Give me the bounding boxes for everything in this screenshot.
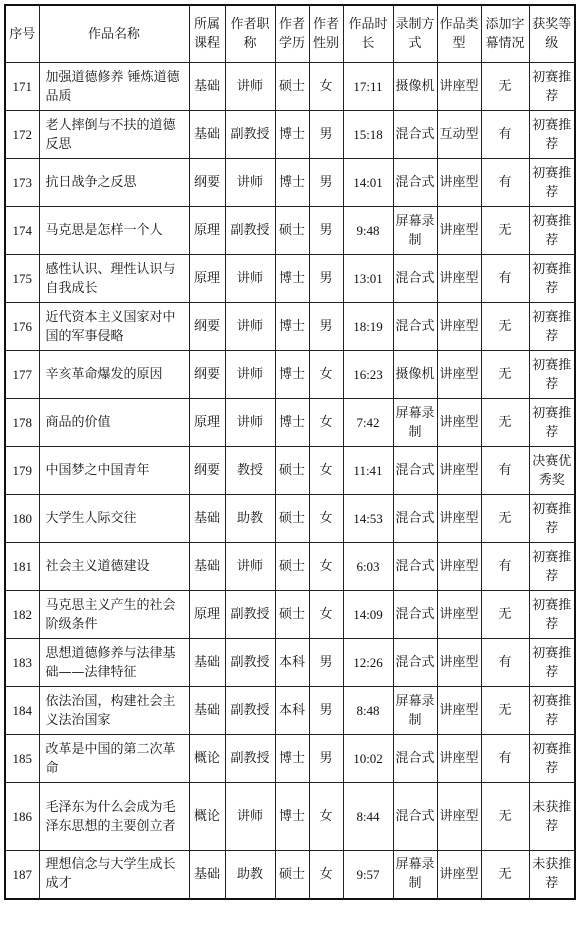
cell-course: 基础 (189, 495, 225, 543)
cell-recording: 混合式 (393, 783, 437, 851)
header-degree: 作者学历 (275, 5, 309, 63)
cell-type: 讲座型 (437, 851, 481, 899)
cell-award: 初赛推荐 (529, 543, 575, 591)
cell-type: 讲座型 (437, 159, 481, 207)
cell-duration: 16:23 (343, 351, 393, 399)
header-gender: 作者性别 (309, 5, 343, 63)
cell-recording: 混合式 (393, 735, 437, 783)
cell-gender: 男 (309, 255, 343, 303)
cell-course: 基础 (189, 851, 225, 899)
cell-subtitle: 无 (481, 495, 529, 543)
cell-rank: 副教授 (225, 639, 275, 687)
cell-duration: 10:02 (343, 735, 393, 783)
cell-no: 171 (5, 63, 39, 111)
cell-gender: 男 (309, 111, 343, 159)
cell-title: 依法治国，构建社会主义法治国家 (39, 687, 189, 735)
cell-duration: 13:01 (343, 255, 393, 303)
cell-gender: 女 (309, 783, 343, 851)
cell-no: 182 (5, 591, 39, 639)
cell-subtitle: 有 (481, 639, 529, 687)
table-row (5, 159, 575, 207)
cell-course: 基础 (189, 111, 225, 159)
cell-award: 初赛推荐 (529, 111, 575, 159)
table-row (5, 351, 575, 399)
cell-degree: 硕士 (275, 447, 309, 495)
table-body (5, 63, 575, 899)
table-row (5, 783, 575, 851)
cell-duration: 7:42 (343, 399, 393, 447)
cell-gender: 男 (309, 639, 343, 687)
cell-gender: 女 (309, 63, 343, 111)
cell-no: 176 (5, 303, 39, 351)
cell-subtitle: 无 (481, 303, 529, 351)
cell-degree: 硕士 (275, 63, 309, 111)
table-row (5, 639, 575, 687)
header-rank: 作者职称 (225, 5, 275, 63)
cell-degree: 硕士 (275, 591, 309, 639)
header-type: 作品类型 (437, 5, 481, 63)
cell-title: 感性认识、理性认识与自我成长 (39, 255, 189, 303)
cell-recording: 混合式 (393, 495, 437, 543)
cell-type: 讲座型 (437, 495, 481, 543)
cell-recording: 混合式 (393, 447, 437, 495)
cell-course: 基础 (189, 63, 225, 111)
cell-subtitle: 无 (481, 399, 529, 447)
cell-duration: 15:18 (343, 111, 393, 159)
cell-duration: 17:11 (343, 63, 393, 111)
cell-type: 讲座型 (437, 447, 481, 495)
cell-award: 初赛推荐 (529, 63, 575, 111)
table-row (5, 255, 575, 303)
cell-no: 186 (5, 783, 39, 851)
cell-recording: 摄像机 (393, 63, 437, 111)
cell-type: 讲座型 (437, 783, 481, 851)
cell-title: 思想道德修养与法律基础——法律特征 (39, 639, 189, 687)
table-row (5, 543, 575, 591)
cell-subtitle: 无 (481, 351, 529, 399)
cell-type: 讲座型 (437, 639, 481, 687)
cell-degree: 博士 (275, 159, 309, 207)
cell-title: 近代资本主义国家对中国的军事侵略 (39, 303, 189, 351)
cell-duration: 14:09 (343, 591, 393, 639)
cell-degree: 硕士 (275, 495, 309, 543)
cell-no: 184 (5, 687, 39, 735)
table-row (5, 591, 575, 639)
cell-degree: 博士 (275, 255, 309, 303)
cell-rank: 助教 (225, 495, 275, 543)
cell-subtitle: 有 (481, 543, 529, 591)
cell-rank: 讲师 (225, 399, 275, 447)
table-header-row (5, 5, 575, 63)
cell-no: 187 (5, 851, 39, 899)
cell-subtitle: 有 (481, 255, 529, 303)
cell-rank: 副教授 (225, 687, 275, 735)
cell-recording: 屏幕录制 (393, 687, 437, 735)
cell-degree: 博士 (275, 303, 309, 351)
cell-type: 讲座型 (437, 399, 481, 447)
cell-no: 179 (5, 447, 39, 495)
cell-type: 讲座型 (437, 687, 481, 735)
cell-no: 178 (5, 399, 39, 447)
cell-duration: 8:48 (343, 687, 393, 735)
cell-gender: 男 (309, 735, 343, 783)
cell-title: 改革是中国的第二次革命 (39, 735, 189, 783)
cell-no: 180 (5, 495, 39, 543)
cell-no: 183 (5, 639, 39, 687)
cell-title: 老人摔倒与不扶的道德反思 (39, 111, 189, 159)
cell-gender: 女 (309, 447, 343, 495)
cell-gender: 男 (309, 303, 343, 351)
cell-rank: 副教授 (225, 111, 275, 159)
cell-gender: 女 (309, 543, 343, 591)
header-no: 序号 (5, 5, 39, 63)
table-row (5, 735, 575, 783)
cell-type: 讲座型 (437, 303, 481, 351)
cell-degree: 硕士 (275, 207, 309, 255)
header-award: 获奖等级 (529, 5, 575, 63)
cell-award: 初赛推荐 (529, 159, 575, 207)
cell-no: 172 (5, 111, 39, 159)
cell-award: 初赛推荐 (529, 207, 575, 255)
cell-recording: 混合式 (393, 543, 437, 591)
cell-title: 大学生人际交往 (39, 495, 189, 543)
cell-degree: 博士 (275, 399, 309, 447)
cell-degree: 博士 (275, 111, 309, 159)
cell-duration: 9:57 (343, 851, 393, 899)
cell-recording: 屏幕录制 (393, 399, 437, 447)
cell-gender: 女 (309, 591, 343, 639)
cell-title: 中国梦之中国青年 (39, 447, 189, 495)
cell-duration: 14:53 (343, 495, 393, 543)
cell-type: 讲座型 (437, 351, 481, 399)
cell-subtitle: 无 (481, 783, 529, 851)
cell-recording: 混合式 (393, 303, 437, 351)
cell-subtitle: 无 (481, 63, 529, 111)
cell-gender: 男 (309, 159, 343, 207)
cell-course: 概论 (189, 783, 225, 851)
cell-award: 初赛推荐 (529, 351, 575, 399)
cell-type: 讲座型 (437, 591, 481, 639)
cell-award: 未获推荐 (529, 783, 575, 851)
cell-degree: 博士 (275, 351, 309, 399)
cell-subtitle: 有 (481, 111, 529, 159)
cell-type: 讲座型 (437, 735, 481, 783)
cell-award: 初赛推荐 (529, 735, 575, 783)
header-subtitle: 添加字幕情况 (481, 5, 529, 63)
cell-course: 纲要 (189, 447, 225, 495)
cell-gender: 女 (309, 851, 343, 899)
cell-subtitle: 有 (481, 447, 529, 495)
cell-course: 纲要 (189, 351, 225, 399)
cell-recording: 混合式 (393, 111, 437, 159)
cell-award: 未获推荐 (529, 851, 575, 899)
cell-duration: 18:19 (343, 303, 393, 351)
cell-no: 177 (5, 351, 39, 399)
cell-duration: 9:48 (343, 207, 393, 255)
cell-no: 185 (5, 735, 39, 783)
table-row (5, 495, 575, 543)
cell-no: 181 (5, 543, 39, 591)
cell-subtitle: 有 (481, 735, 529, 783)
cell-degree: 博士 (275, 783, 309, 851)
cell-course: 基础 (189, 639, 225, 687)
cell-title: 辛亥革命爆发的原因 (39, 351, 189, 399)
table-row (5, 447, 575, 495)
cell-recording: 混合式 (393, 159, 437, 207)
cell-rank: 讲师 (225, 63, 275, 111)
cell-duration: 12:26 (343, 639, 393, 687)
cell-rank: 副教授 (225, 591, 275, 639)
cell-rank: 讲师 (225, 303, 275, 351)
cell-title: 社会主义道德建设 (39, 543, 189, 591)
cell-rank: 讲师 (225, 543, 275, 591)
cell-duration: 14:01 (343, 159, 393, 207)
cell-award: 初赛推荐 (529, 303, 575, 351)
cell-course: 基础 (189, 543, 225, 591)
table-row (5, 303, 575, 351)
cell-title: 加强道德修养 锤炼道德品质 (39, 63, 189, 111)
cell-type: 讲座型 (437, 543, 481, 591)
cell-title: 商品的价值 (39, 399, 189, 447)
cell-course: 原理 (189, 207, 225, 255)
works-table (4, 4, 576, 900)
cell-degree: 硕士 (275, 543, 309, 591)
cell-type: 讲座型 (437, 207, 481, 255)
cell-award: 初赛推荐 (529, 495, 575, 543)
cell-no: 173 (5, 159, 39, 207)
cell-degree: 博士 (275, 735, 309, 783)
cell-type: 互动型 (437, 111, 481, 159)
header-duration: 作品时长 (343, 5, 393, 63)
cell-subtitle: 无 (481, 851, 529, 899)
cell-duration: 6:03 (343, 543, 393, 591)
cell-degree: 硕士 (275, 851, 309, 899)
cell-subtitle: 无 (481, 591, 529, 639)
cell-course: 原理 (189, 399, 225, 447)
cell-award: 初赛推荐 (529, 255, 575, 303)
cell-type: 讲座型 (437, 255, 481, 303)
cell-rank: 讲师 (225, 159, 275, 207)
cell-course: 纲要 (189, 303, 225, 351)
cell-subtitle: 无 (481, 207, 529, 255)
cell-gender: 女 (309, 399, 343, 447)
cell-rank: 副教授 (225, 735, 275, 783)
cell-rank: 助教 (225, 851, 275, 899)
header-recording: 录制方式 (393, 5, 437, 63)
cell-title: 毛泽东为什么会成为毛泽东思想的主要创立者 (39, 783, 189, 851)
cell-degree: 本科 (275, 639, 309, 687)
table-row (5, 207, 575, 255)
cell-award: 初赛推荐 (529, 591, 575, 639)
cell-award: 初赛推荐 (529, 639, 575, 687)
works-table-container (4, 4, 576, 900)
cell-course: 概论 (189, 735, 225, 783)
cell-course: 原理 (189, 255, 225, 303)
cell-recording: 摄像机 (393, 351, 437, 399)
cell-no: 174 (5, 207, 39, 255)
cell-gender: 女 (309, 351, 343, 399)
cell-gender: 女 (309, 495, 343, 543)
header-title: 作品名称 (39, 5, 189, 63)
table-row (5, 399, 575, 447)
cell-course: 原理 (189, 591, 225, 639)
cell-title: 马克思是怎样一个人 (39, 207, 189, 255)
cell-subtitle: 无 (481, 687, 529, 735)
cell-rank: 讲师 (225, 351, 275, 399)
table-row (5, 687, 575, 735)
cell-recording: 混合式 (393, 591, 437, 639)
cell-award: 初赛推荐 (529, 399, 575, 447)
table-row (5, 851, 575, 899)
cell-title: 理想信念与大学生成长成才 (39, 851, 189, 899)
cell-rank: 副教授 (225, 207, 275, 255)
cell-course: 纲要 (189, 159, 225, 207)
cell-rank: 讲师 (225, 255, 275, 303)
header-course: 所属课程 (189, 5, 225, 63)
cell-no: 175 (5, 255, 39, 303)
cell-type: 讲座型 (437, 63, 481, 111)
cell-duration: 8:44 (343, 783, 393, 851)
cell-course: 基础 (189, 687, 225, 735)
cell-recording: 屏幕录制 (393, 207, 437, 255)
cell-recording: 混合式 (393, 255, 437, 303)
cell-gender: 男 (309, 687, 343, 735)
cell-recording: 混合式 (393, 639, 437, 687)
cell-duration: 11:41 (343, 447, 393, 495)
table-row (5, 63, 575, 111)
cell-subtitle: 有 (481, 159, 529, 207)
cell-rank: 教授 (225, 447, 275, 495)
cell-gender: 男 (309, 207, 343, 255)
cell-title: 马克思主义产生的社会阶级条件 (39, 591, 189, 639)
cell-award: 决赛优秀奖 (529, 447, 575, 495)
cell-rank: 讲师 (225, 783, 275, 851)
cell-award: 初赛推荐 (529, 687, 575, 735)
cell-degree: 本科 (275, 687, 309, 735)
cell-recording: 屏幕录制 (393, 851, 437, 899)
table-row (5, 111, 575, 159)
cell-title: 抗日战争之反思 (39, 159, 189, 207)
